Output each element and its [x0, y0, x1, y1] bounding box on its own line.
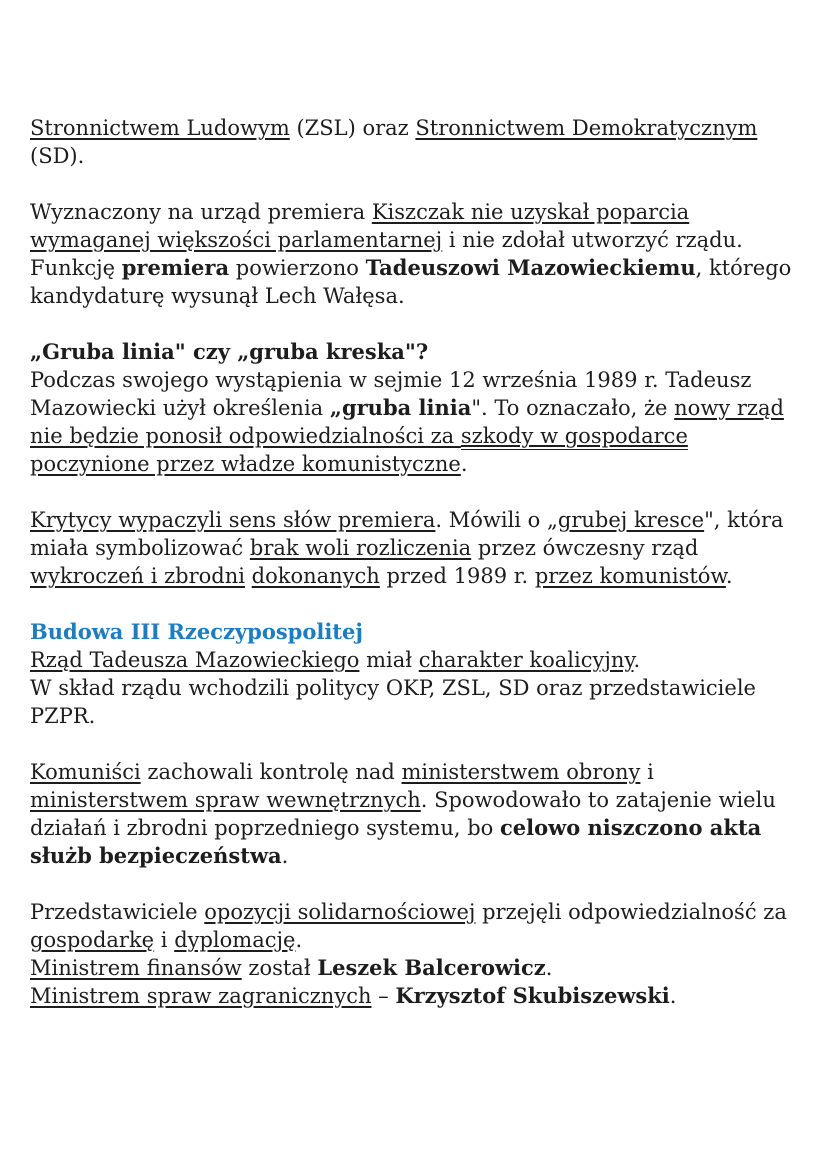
- text-run: i: [154, 928, 175, 952]
- text-run: i: [640, 760, 654, 784]
- text-run: .: [633, 648, 641, 672]
- text-run: Kiszczak nie uzyskał poparcia: [371, 200, 690, 224]
- text-run: opozycji solidarnościowej: [204, 900, 476, 924]
- text-run: przejęli odpowiedzialność za: [475, 900, 787, 924]
- text-run: celowo niszczono akta: [499, 815, 762, 840]
- text-run: Stronnictwem Demokratycznym: [415, 116, 758, 140]
- text-run: Krytycy wypaczyli sens słów premiera: [30, 508, 436, 532]
- text-run: premiera: [121, 255, 230, 280]
- text-run: Krzysztof Skubiszewski: [395, 983, 670, 1008]
- text-run: Leszek Balcerowicz: [317, 955, 546, 980]
- paragraph-ministrowie: [30, 898, 822, 1010]
- text-run: brak woli rozliczenia: [249, 536, 472, 560]
- text-run: nie będzie ponosił odpowiedzialności za: [30, 424, 461, 448]
- text-run: Komuniści: [30, 760, 141, 784]
- paragraph-kiszczak-mazowiecki: [30, 198, 822, 310]
- text-run: przez ówczesny rząd: [471, 536, 699, 560]
- heading-text: „Gruba linia" czy „gruba kreska"?: [30, 339, 429, 364]
- text-run: Tadeuszowi Mazowieckiemu: [365, 255, 696, 280]
- text-run: Ministrem finansów: [30, 956, 242, 980]
- text-run: ", która: [704, 508, 784, 532]
- text-run: kandydaturę wysunął Lech Wałęsa.: [30, 284, 405, 308]
- text-run: miał: [359, 648, 419, 672]
- text-run: , którego: [695, 256, 792, 280]
- text-run: i nie zdołał utworzyć rządu.: [442, 228, 743, 252]
- text-run: przez komunistów: [534, 564, 726, 588]
- text-run: poczynione przez władze komunistyczne: [30, 452, 461, 476]
- text-run: .: [545, 956, 553, 980]
- text-run: nowy rząd: [674, 396, 784, 420]
- text-run: wykroczeń i zbrodni: [30, 564, 245, 588]
- text-run: Podczas swojego wystąpienia w sejmie 12 września 1989 r. Tadeusz: [30, 368, 752, 392]
- paragraph-rzad-koalicyjny: [30, 646, 822, 730]
- text-run: powierzono: [229, 256, 366, 280]
- text-run: charakter koalicyjny: [418, 648, 634, 672]
- text-run: Ministrem spraw zagranicznych: [30, 984, 372, 1008]
- paragraph-parties: [30, 114, 822, 170]
- text-run: Wyznaczony na urząd premiera: [30, 200, 372, 224]
- text-run: działań i zbrodni poprzedniego systemu, bo: [30, 816, 500, 840]
- text-run: .: [669, 984, 677, 1008]
- text-run: Funkcję: [30, 256, 122, 280]
- text-run: służb bezpieczeństwa: [30, 843, 282, 868]
- paragraph-gruba-linia-body: [30, 366, 822, 478]
- text-run: Rząd Tadeusza Mazowieckiego: [30, 648, 360, 672]
- text-run: .: [281, 844, 289, 868]
- text-run: (SD).: [30, 144, 85, 168]
- text-run: . Spowodowało to zatajenie wielu: [420, 788, 776, 812]
- text-run: dokonanych: [251, 564, 380, 588]
- text-run: (ZSL) oraz: [289, 116, 416, 140]
- text-run: gospodarkę: [30, 928, 155, 952]
- text-run: „gruba linia: [329, 395, 472, 420]
- text-run: zachowali kontrolę nad: [140, 760, 402, 784]
- paragraph-komunisci: [30, 758, 822, 870]
- text-run: PZPR.: [30, 704, 96, 728]
- text-run: [245, 564, 252, 588]
- text-run: miała symbolizować: [30, 536, 250, 560]
- text-run: wymaganej większości parlamentarnej: [30, 228, 443, 252]
- text-run: .: [725, 564, 733, 588]
- text-run: został: [241, 956, 318, 980]
- text-run: .: [295, 928, 303, 952]
- text-run: Stronnictwem Ludowym: [30, 116, 290, 140]
- text-run: .: [460, 452, 468, 476]
- text-run: –: [371, 984, 396, 1008]
- document-body: [30, 114, 822, 1038]
- text-run: Przedstawiciele: [30, 900, 205, 924]
- text-run: Mazowiecki użył określenia: [30, 396, 330, 420]
- section-heading-budowa-iii-rp: [30, 618, 822, 646]
- text-run: ". To oznaczało, że: [471, 396, 675, 420]
- text-run: dyplomację: [174, 928, 296, 952]
- heading-text: Budowa III Rzeczypospolitej: [30, 619, 363, 644]
- text-run: szkody w gospodarce: [460, 424, 688, 448]
- text-run: grubej kresce: [557, 508, 705, 532]
- text-run: W skład rządu wchodzili politycy OKP, ZSL, SD oraz przedstawiciele: [30, 676, 756, 700]
- text-run: . Mówili o „: [435, 508, 558, 532]
- paragraph-krytycy: [30, 506, 822, 590]
- section-heading-gruba-linia: [30, 338, 822, 366]
- text-run: ministerstwem spraw wewnętrznych: [30, 788, 421, 812]
- text-run: przed 1989 r.: [379, 564, 535, 588]
- text-run: ministerstwem obrony: [401, 760, 641, 784]
